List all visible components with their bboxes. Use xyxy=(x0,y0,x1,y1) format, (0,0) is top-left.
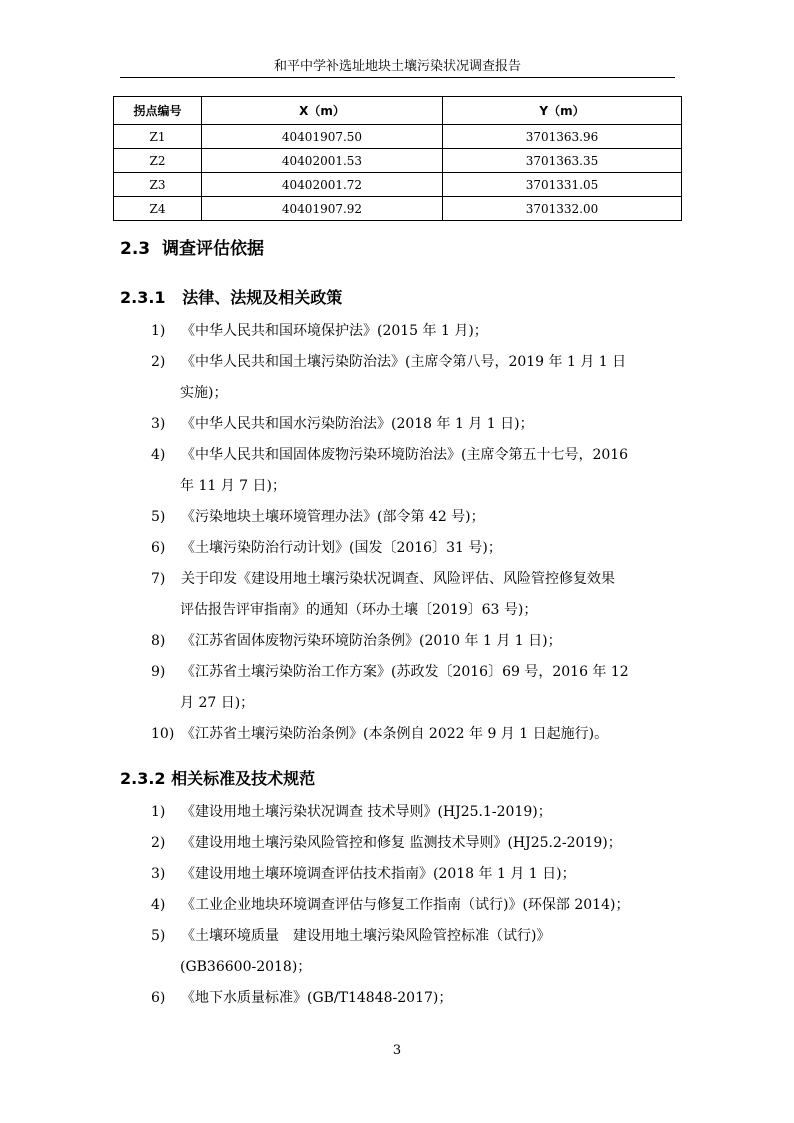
list-item xyxy=(151,797,681,828)
item-text: 《污染地块土壤环境管理办法》(部令第 42 号)； xyxy=(181,509,485,525)
item-number: 8) xyxy=(151,633,166,649)
item-text: 《中华人民共和国固体废物污染环境防治法》(主席令第五十七号，2016 xyxy=(181,447,629,463)
item-text-continuation: (GB36600-2018)； xyxy=(180,959,312,975)
item-text: 《土壤污染防治行动计划》(国发〔2016〕31 号)； xyxy=(181,540,502,556)
item-number: 3) xyxy=(151,416,166,432)
list-item xyxy=(151,921,681,975)
section-number: 2.3.1 xyxy=(120,288,166,307)
item-text: 《建设用地土壤污染风险管控和修复 监测技术导则》(HJ25.2-2019)； xyxy=(181,835,622,851)
item-number: 10) xyxy=(151,726,175,742)
table-cell: Z3 xyxy=(114,173,202,197)
list-item xyxy=(151,533,681,564)
item-number: 2) xyxy=(151,354,166,370)
table-cell: Z4 xyxy=(114,197,202,221)
item-text-continuation: 年 11 月 7 日)； xyxy=(180,478,286,494)
section-number: 2.3.2 xyxy=(120,769,166,788)
column-header: 拐点编号 xyxy=(114,97,202,125)
item-number: 7) xyxy=(151,571,166,587)
item-text: 《中华人民共和国水污染防治法》(2018 年 1 月 1 日)； xyxy=(181,416,534,432)
table-cell: Z1 xyxy=(114,125,202,149)
item-number: 1) xyxy=(151,804,166,820)
table-row xyxy=(114,197,682,221)
item-text: 《建设用地土壤污染状况调查 技术导则》(HJ25.1-2019)； xyxy=(181,804,552,820)
list-item xyxy=(151,626,681,657)
table-cell: 40401907.50 xyxy=(202,125,443,149)
item-number: 3) xyxy=(151,866,166,882)
list-item xyxy=(151,316,681,347)
item-number: 4) xyxy=(151,897,166,913)
section-number: 2.3 xyxy=(120,239,151,259)
table-cell: 40401907.92 xyxy=(202,197,443,221)
list-item xyxy=(151,657,681,711)
table-row xyxy=(114,173,682,197)
page-header: 和平中学补选址地块土壤污染状况调查报告 xyxy=(273,59,521,74)
item-text: 《建设用地土壤环境调查评估技术指南》(2018 年 1 月 1 日)； xyxy=(181,866,576,882)
item-text: 《地下水质量标准》(GB/T14848-2017)； xyxy=(181,990,453,1006)
item-text: 《中华人民共和国环境保护法》(2015 年 1 月)； xyxy=(181,323,488,339)
section-title: 调查评估依据 xyxy=(161,239,264,259)
list-item xyxy=(151,859,681,890)
section-heading-2-3-2 xyxy=(120,768,315,790)
item-text: 《江苏省固体废物污染环境防治条例》(2010 年 1 月 1 日)； xyxy=(181,633,562,649)
list-item xyxy=(151,890,681,921)
item-number: 4) xyxy=(151,447,166,463)
table-row xyxy=(114,149,682,173)
list-item xyxy=(151,828,681,859)
list-item xyxy=(151,440,681,494)
column-header: Y（m） xyxy=(443,97,682,125)
item-number: 1) xyxy=(151,323,166,339)
item-text-continuation: 实施)； xyxy=(180,385,228,401)
section-heading-2-3-1 xyxy=(120,287,342,309)
list-item xyxy=(151,347,681,401)
item-text: 《江苏省土壤污染防治条例》(本条例自 2022 年 9 月 1 日起施行)。 xyxy=(181,726,609,742)
coordinate-table xyxy=(113,96,682,221)
list-item xyxy=(151,502,681,533)
table-cell: 3701332.00 xyxy=(443,197,682,221)
table-row xyxy=(114,125,682,149)
list-item xyxy=(151,409,681,440)
table-cell: Z2 xyxy=(114,149,202,173)
item-text-continuation: 月 27 日)； xyxy=(180,695,255,711)
item-number: 9) xyxy=(151,664,166,680)
table-cell: 3701331.05 xyxy=(443,173,682,197)
item-number: 2) xyxy=(151,835,166,851)
item-number: 6) xyxy=(151,540,166,556)
section-title: 相关标准及技术规范 xyxy=(171,769,316,788)
section-title: 法律、法规及相关政策 xyxy=(182,288,343,307)
table-cell: 40402001.72 xyxy=(202,173,443,197)
header-rule xyxy=(120,77,675,78)
item-number: 5) xyxy=(151,928,166,944)
list-item xyxy=(151,983,681,1014)
list-item xyxy=(151,719,681,750)
section-heading-2-3 xyxy=(120,238,264,260)
table-cell: 3701363.96 xyxy=(443,125,682,149)
item-text: 《江苏省土壤污染防治工作方案》(苏政发〔2016〕69 号，2016 年 12 xyxy=(181,664,629,680)
item-number: 5) xyxy=(151,509,166,525)
item-text: 《中华人民共和国土壤污染防治法》(主席令第八号，2019 年 1 月 1 日 xyxy=(181,354,627,370)
item-text: 《土壤环境质量 建设用地土壤污染风险管控标准（试行)》 xyxy=(181,928,551,944)
table-header-row xyxy=(114,97,682,125)
column-header: X（m） xyxy=(202,97,443,125)
item-text: 关于印发《建设用地土壤污染状况调查、风险评估、风险管控修复效果 xyxy=(181,571,615,587)
item-number: 6) xyxy=(151,990,166,1006)
item-text-continuation: 评估报告评审指南》的通知（环办土壤〔2019〕63 号)； xyxy=(180,602,538,618)
list-item xyxy=(151,564,681,618)
page-number: 3 xyxy=(392,1043,402,1058)
item-text: 《工业企业地块环境调查评估与修复工作指南（试行)》(环保部 2014)； xyxy=(181,897,630,913)
table-cell: 3701363.35 xyxy=(443,149,682,173)
table-cell: 40402001.53 xyxy=(202,149,443,173)
